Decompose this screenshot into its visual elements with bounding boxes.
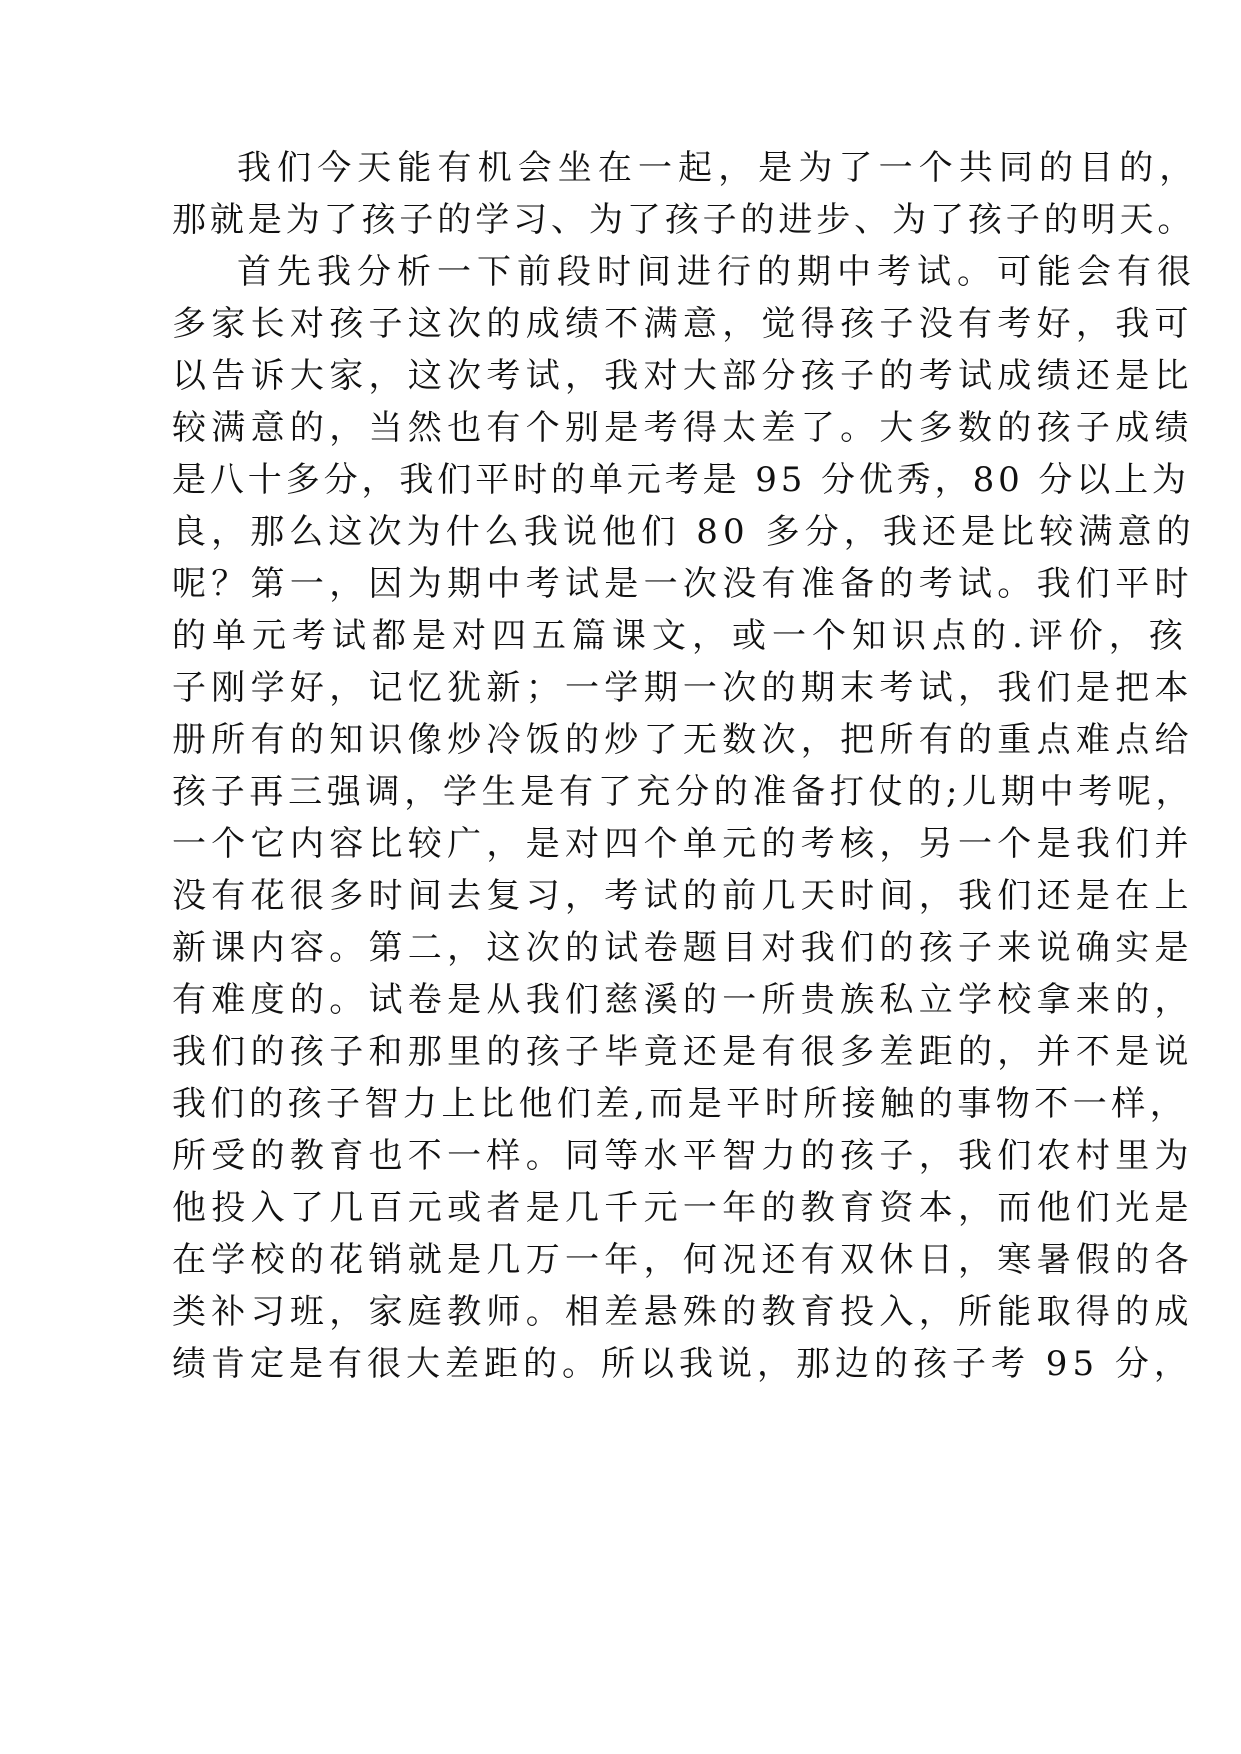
body-line: 有难度的。试卷是从我们慈溪的一所贵族私立学校拿来的，: [172, 980, 1194, 1020]
body-line: 没有花很多时间去复习，考试的前几天时间，我们还是在上: [172, 876, 1194, 916]
body-line: 我们今天能有机会坐在一起，是为了一个共同的目的，: [237, 148, 1200, 188]
body-line: 类补习班，家庭教师。相差悬殊的教育投入，所能取得的成: [172, 1292, 1194, 1332]
body-line: 我们的孩子智力上比他们差,而是平时所接触的事物不一样，: [172, 1084, 1189, 1124]
body-line: 良，那么这次为什么我说他们 80 多分，我还是比较满意的: [172, 512, 1196, 552]
body-line: 那就是为了孩子的学习、为了孩子的进步、为了孩子的明天。: [172, 200, 1196, 240]
body-line: 新课内容。第二，这次的试卷题目对我们的孩子来说确实是: [172, 928, 1194, 968]
body-line: 呢？第一，因为期中考试是一次没有准备的考试。我们平时: [172, 564, 1194, 604]
body-line: 是八十多分，我们平时的单元考是 95 分优秀，80 分以上为: [172, 460, 1190, 500]
body-line: 多家长对孩子这次的成绩不满意，觉得孩子没有考好，我可: [172, 304, 1194, 344]
body-line: 绩肯定是有很大差距的。所以我说，那边的孩子考 95 分，: [172, 1344, 1193, 1384]
body-line: 首先我分析一下前段时间进行的期中考试。可能会有很: [237, 252, 1197, 292]
body-line: 孩子再三强调，学生是有了充分的准备打仗的;儿期中考呢，: [172, 772, 1195, 812]
body-line: 所受的教育也不一样。同等水平智力的孩子，我们农村里为: [172, 1136, 1194, 1176]
body-line: 的单元考试都是对四五篇课文，或一个知识点的.评价，孩: [172, 616, 1189, 656]
body-line: 在学校的花销就是几万一年，何况还有双休日，寒暑假的各: [172, 1240, 1194, 1280]
body-line: 较满意的，当然也有个别是考得太差了。大多数的孩子成绩: [172, 408, 1194, 448]
body-line: 一个它内容比较广，是对四个单元的考核，另一个是我们并: [172, 824, 1194, 864]
body-line: 子刚学好，记忆犹新；一学期一次的期末考试，我们是把本: [172, 668, 1194, 708]
body-line: 我们的孩子和那里的孩子毕竟还是有很多差距的，并不是说: [172, 1032, 1194, 1072]
body-line: 以告诉大家，这次考试，我对大部分孩子的考试成绩还是比: [172, 356, 1194, 396]
body-line: 他投入了几百元或者是几千元一年的教育资本，而他们光是: [172, 1188, 1194, 1228]
body-line: 册所有的知识像炒冷饭的炒了无数次，把所有的重点难点给: [172, 720, 1194, 760]
